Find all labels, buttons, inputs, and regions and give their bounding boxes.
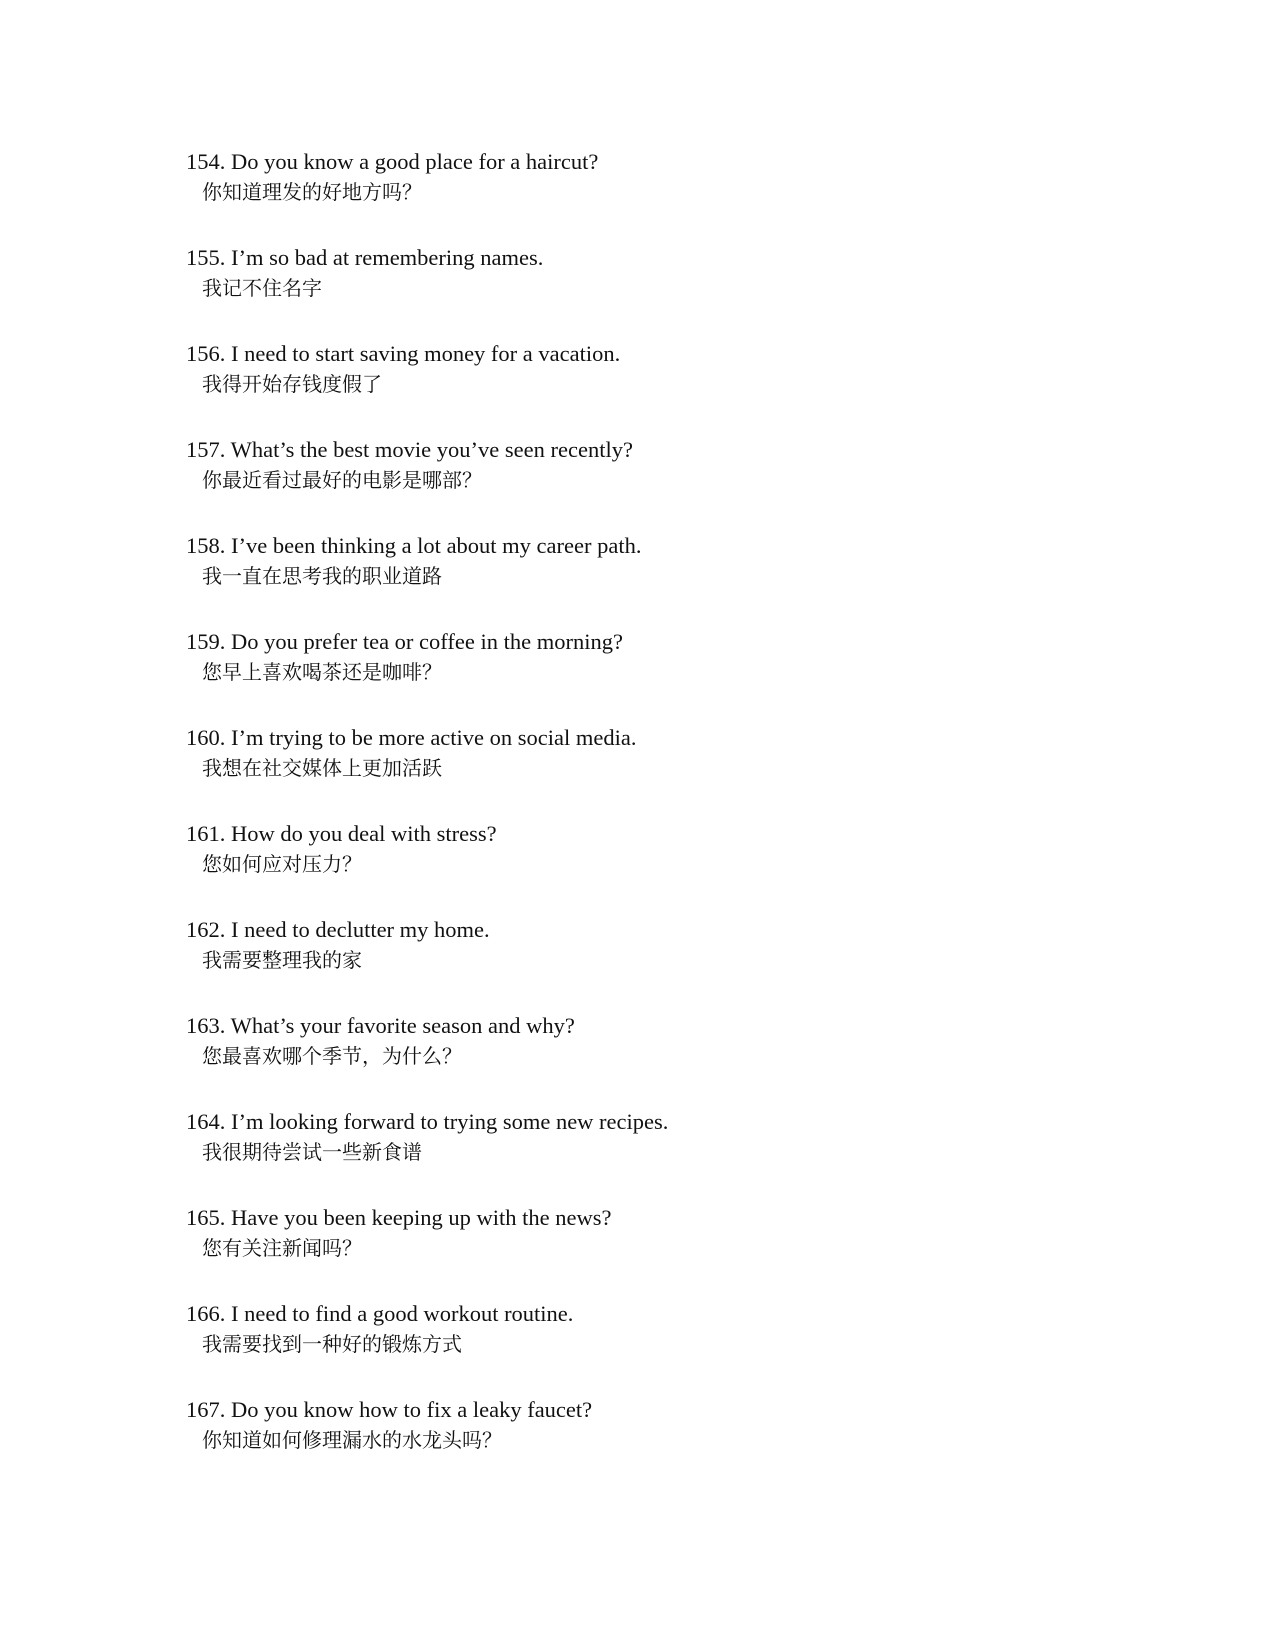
phrase-entry-163 bbox=[186, 1011, 1086, 1107]
chinese-translation: 我一直在思考我的职业道路 bbox=[202, 564, 442, 588]
english-phrase: 157. What’s the best movie you’ve seen recently? bbox=[186, 437, 633, 462]
english-phrase: 160. I’m trying to be more active on social media. bbox=[186, 725, 637, 750]
english-phrase: 162. I need to declutter my home. bbox=[186, 917, 490, 942]
phrase-entry-161 bbox=[186, 819, 1086, 915]
english-phrase: 167. Do you know how to fix a leaky faucet? bbox=[186, 1397, 593, 1422]
phrase-entry-155 bbox=[186, 243, 1086, 339]
chinese-translation: 您有关注新闻吗？ bbox=[202, 1236, 362, 1260]
english-phrase: 161. How do you deal with stress? bbox=[186, 821, 497, 846]
chinese-translation: 我需要整理我的家 bbox=[202, 948, 362, 972]
phrase-entry-156 bbox=[186, 339, 1086, 435]
phrase-list bbox=[186, 147, 1086, 1491]
english-phrase: 159. Do you prefer tea or coffee in the morning? bbox=[186, 629, 623, 654]
english-phrase: 155. I’m so bad at remembering names. bbox=[186, 245, 544, 270]
english-phrase: 164. I’m looking forward to trying some new recipes. bbox=[186, 1109, 669, 1134]
phrase-entry-160 bbox=[186, 723, 1086, 819]
chinese-translation: 你知道理发的好地方吗？ bbox=[202, 180, 422, 204]
phrase-entry-158 bbox=[186, 531, 1086, 627]
phrase-entry-157 bbox=[186, 435, 1086, 531]
phrase-entry-167 bbox=[186, 1395, 1086, 1491]
phrase-entry-159 bbox=[186, 627, 1086, 723]
chinese-translation: 我很期待尝试一些新食谱 bbox=[202, 1140, 422, 1164]
chinese-translation: 你知道如何修理漏水的水龙头吗？ bbox=[202, 1428, 502, 1452]
chinese-translation: 你最近看过最好的电影是哪部？ bbox=[202, 468, 482, 492]
chinese-translation: 我想在社交媒体上更加活跃 bbox=[202, 756, 442, 780]
english-phrase: 156. I need to start saving money for a vacation. bbox=[186, 341, 621, 366]
phrase-entry-165 bbox=[186, 1203, 1086, 1299]
phrase-entry-162 bbox=[186, 915, 1086, 1011]
english-phrase: 158. I’ve been thinking a lot about my career path. bbox=[186, 533, 642, 558]
chinese-translation: 您如何应对压力？ bbox=[202, 852, 362, 876]
chinese-translation: 您最喜欢哪个季节，为什么？ bbox=[202, 1044, 462, 1068]
chinese-translation: 您早上喜欢喝茶还是咖啡？ bbox=[202, 660, 442, 684]
english-phrase: 154. Do you know a good place for a haircut? bbox=[186, 149, 599, 174]
chinese-translation: 我记不住名字 bbox=[202, 276, 322, 300]
phrase-entry-164 bbox=[186, 1107, 1086, 1203]
chinese-translation: 我得开始存钱度假了 bbox=[202, 372, 382, 396]
english-phrase: 163. What’s your favorite season and why? bbox=[186, 1013, 575, 1038]
english-phrase: 166. I need to find a good workout routine. bbox=[186, 1301, 574, 1326]
english-phrase: 165. Have you been keeping up with the news? bbox=[186, 1205, 612, 1230]
phrase-entry-154 bbox=[186, 147, 1086, 243]
chinese-translation: 我需要找到一种好的锻炼方式 bbox=[202, 1332, 462, 1356]
phrase-entry-166 bbox=[186, 1299, 1086, 1395]
